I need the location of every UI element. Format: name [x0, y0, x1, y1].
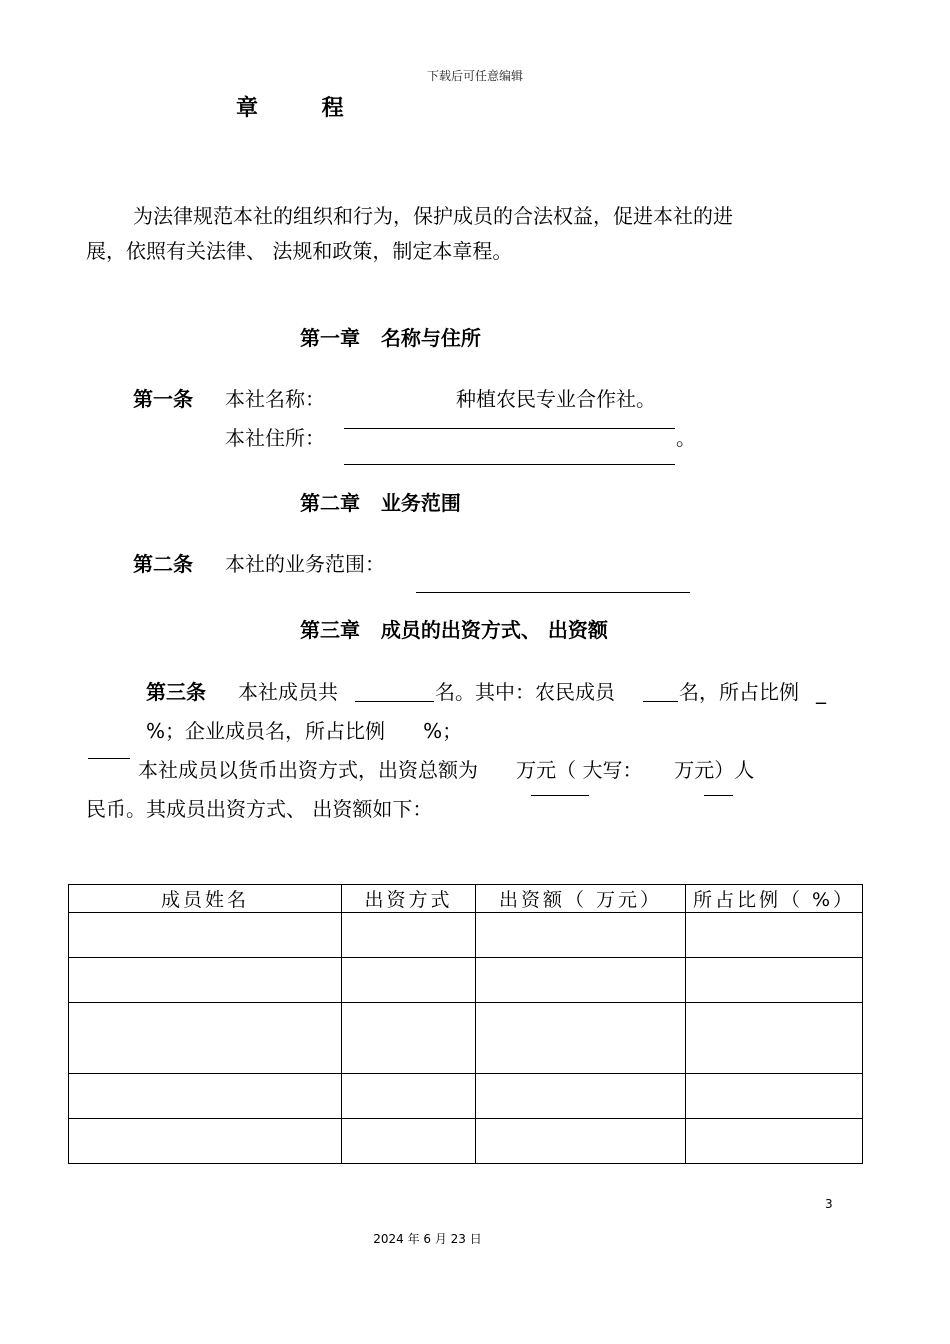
- table-cell[interactable]: [686, 1074, 863, 1119]
- chapter-1-heading: 第一章 名称与住所: [300, 326, 481, 350]
- header-note: 下载后可任意编辑: [426, 69, 523, 83]
- address-end: 。: [676, 426, 696, 450]
- article-3-line-2: %；企业成员名，所占比例 %；: [146, 719, 463, 743]
- address-blank-line-1: [344, 428, 675, 429]
- table-cell[interactable]: [686, 1003, 863, 1074]
- table-cell[interactable]: [342, 1074, 476, 1119]
- column-header-member-name: 成员姓名: [69, 885, 342, 913]
- article-1-label: 第一条: [133, 387, 193, 411]
- table-cell[interactable]: [69, 1003, 342, 1074]
- table-cell[interactable]: [686, 1119, 863, 1164]
- table-cell[interactable]: [686, 958, 863, 1003]
- amount-in-words-blank: [704, 795, 733, 796]
- table-cell[interactable]: [69, 913, 342, 958]
- member-count-blank: [355, 701, 434, 702]
- table-cell[interactable]: [342, 958, 476, 1003]
- column-header-contribution-amount: 出资额（ 万元）: [476, 885, 686, 913]
- column-header-share-ratio: 所占比例（ %）: [686, 885, 863, 913]
- table-cell[interactable]: [476, 1119, 686, 1164]
- address-blank-line-2: [344, 464, 675, 465]
- table-row: [69, 913, 863, 958]
- article-3-label: 第三条: [146, 680, 206, 704]
- article-3-text-a: 本社成员共: [238, 680, 338, 704]
- article-3-line-3: 本社成员以货币出资方式，出资总额为 万元（ 大写： 万元）人: [138, 758, 755, 782]
- table-cell[interactable]: [476, 958, 686, 1003]
- column-header-contribution-method: 出资方式: [342, 885, 476, 913]
- chapter-2-heading: 第二章 业务范围: [300, 491, 461, 515]
- scope-blank-line: [416, 592, 690, 593]
- table-row: [69, 1074, 863, 1119]
- document-title: 章 程: [236, 96, 372, 121]
- article-3-line-4: 民币。其成员出资方式、 出资额如下：: [86, 797, 433, 821]
- article-2-label: 第二条: [133, 552, 193, 576]
- enterprise-count-blank: [88, 758, 130, 759]
- farmer-count-blank: [643, 701, 678, 702]
- table-row: [69, 1119, 863, 1164]
- article-3-text-c: 名，所占比例: [679, 680, 799, 704]
- table-cell[interactable]: [69, 958, 342, 1003]
- table-cell[interactable]: [342, 1003, 476, 1074]
- preamble-line-2: 展，依照有关法律、 法规和政策，制定本章程。: [86, 239, 513, 263]
- table-cell[interactable]: [476, 1003, 686, 1074]
- chapter-3-heading: 第三章 成员的出资方式、 出资额: [300, 618, 608, 642]
- preamble-line-1: 为法律规范本社的组织和行为，保护成员的合法权益，促进本社的进: [133, 204, 733, 228]
- scope-label: 本社的业务范围：: [225, 552, 385, 576]
- table-cell[interactable]: [69, 1074, 342, 1119]
- footer-date: 2024 年 6 月 23 日: [373, 1232, 482, 1246]
- contribution-table: [68, 884, 863, 1164]
- table-cell[interactable]: [342, 913, 476, 958]
- table-cell[interactable]: [69, 1119, 342, 1164]
- table-cell[interactable]: [476, 913, 686, 958]
- table-cell[interactable]: [686, 913, 863, 958]
- table-row: [69, 1003, 863, 1074]
- name-value: 种植农民专业合作社。: [456, 387, 656, 411]
- page-number: 3: [825, 1197, 833, 1211]
- table-cell[interactable]: [342, 1119, 476, 1164]
- name-label: 本社名称：: [225, 387, 325, 411]
- address-label: 本社住所：: [225, 426, 325, 450]
- article-3-text-b: 名。其中：农民成员: [435, 680, 615, 704]
- article-3-text-d: _: [816, 680, 826, 704]
- table-row: [69, 958, 863, 1003]
- table-cell[interactable]: [476, 1074, 686, 1119]
- total-amount-blank: [531, 795, 589, 796]
- table-header-row: [69, 885, 863, 913]
